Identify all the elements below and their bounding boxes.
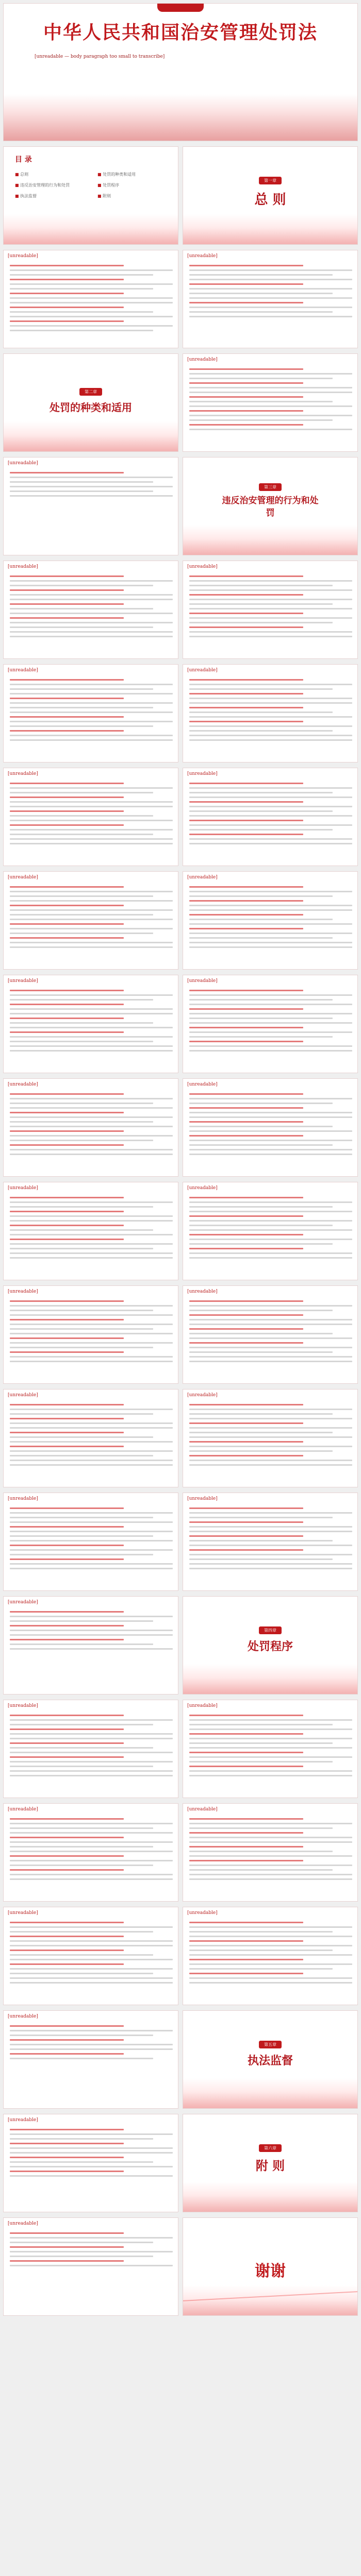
section-label: [unreadable] — [8, 1082, 38, 1087]
section-label: [unreadable] — [187, 1185, 218, 1191]
cover-slide — [3, 3, 358, 141]
chapter-title: 附 则 — [255, 2158, 285, 2173]
decor-band — [4, 214, 178, 244]
toc-item[interactable]: ■ 总则 — [15, 172, 87, 177]
content-slide — [3, 1182, 178, 1280]
content-slide: [unreadable] — [3, 2114, 178, 2212]
chapter-title: 处罚程序 — [247, 1640, 293, 1653]
section-label: [unreadable] — [8, 1393, 38, 1398]
content-slide — [183, 768, 358, 866]
text-lines — [189, 676, 352, 757]
section-label: [unreadable] — [187, 1082, 218, 1087]
text-lines — [189, 572, 352, 653]
chapter1-title-slide — [183, 146, 358, 245]
content-slide — [183, 871, 358, 970]
text-lines — [189, 1815, 352, 1896]
chapter3-title-slide — [183, 457, 358, 555]
content-slide: [unreadable] — [3, 457, 178, 555]
intro-paragraph: [unreadable — body paragraph too small to transcribe] — [35, 54, 165, 59]
chapter-tag: 第六章 — [259, 2144, 282, 2152]
section-label: [unreadable] — [187, 978, 218, 984]
content-slide — [183, 1078, 358, 1177]
content-slide — [183, 1285, 358, 1384]
text-lines — [10, 779, 173, 860]
content-slide — [3, 664, 178, 762]
content-slide — [183, 1182, 358, 1280]
text-lines — [189, 1919, 352, 1999]
content-slide — [183, 1907, 358, 2005]
text-lines — [10, 987, 173, 1067]
text-lines — [10, 1194, 173, 1275]
content-slide: [unreadable] — [3, 1596, 178, 1694]
section-label: [unreadable] — [187, 564, 218, 569]
content-slide — [183, 1700, 358, 1798]
section-label: [unreadable] — [8, 564, 38, 569]
text-lines — [189, 883, 352, 964]
toc-list — [15, 172, 170, 199]
content-slide — [183, 1493, 358, 1591]
toc-item[interactable]: ■ 处罚的种类和适用 — [97, 172, 170, 177]
text-lines — [189, 987, 352, 1067]
content-slide — [183, 975, 358, 1073]
content-slide: [unreadable] — [183, 353, 358, 452]
section-label: [unreadable] — [8, 1289, 38, 1294]
content-slide — [3, 1389, 178, 1487]
content-slide — [183, 1803, 358, 1902]
section-label: [unreadable] — [8, 1703, 38, 1708]
text-lines — [10, 262, 173, 343]
text-lines — [10, 1815, 173, 1896]
section-label: [unreadable] — [187, 668, 218, 673]
text-lines — [189, 1194, 352, 1275]
content-slide — [3, 1078, 178, 1177]
section-label: [unreadable] — [8, 1910, 38, 1916]
chapter2-title-slide — [3, 353, 178, 452]
section-label: [unreadable] — [8, 1185, 38, 1191]
thanks-slide — [183, 2217, 358, 2316]
section-label: [unreadable] — [8, 668, 38, 673]
top-ribbon — [157, 4, 204, 12]
content-slide — [3, 1803, 178, 1902]
toc-slide — [3, 146, 178, 245]
chapter6-title-slide — [183, 2114, 358, 2212]
toc-item[interactable]: ■ 违反治安管理的行为和处罚 — [15, 182, 87, 188]
text-lines — [10, 676, 173, 757]
text-lines — [10, 1297, 173, 1378]
decor-band — [183, 214, 357, 244]
section-label: [unreadable] — [187, 771, 218, 776]
thanks-text: 谢谢 — [255, 2262, 286, 2280]
chapter-title: 总 则 — [254, 192, 286, 208]
chapter-title: 执法监督 — [247, 2054, 293, 2067]
text-lines — [189, 1711, 352, 1792]
chapter-title: 违反治安管理的行为和处罚 — [222, 496, 319, 518]
chapter4-title-slide — [183, 1596, 358, 1694]
content-slide — [183, 1389, 358, 1487]
section-label: [unreadable] — [8, 875, 38, 880]
document-title: 中华人民共和国治安管理处罚法 — [43, 22, 318, 43]
section-label: [unreadable] — [187, 1496, 218, 1501]
toc-item[interactable]: ■ 执法监督 — [15, 193, 87, 199]
chapter5-title-slide — [183, 2010, 358, 2109]
text-lines — [189, 1504, 352, 1585]
section-label: [unreadable] — [187, 875, 218, 880]
text-lines — [10, 1401, 173, 1482]
content-grid — [0, 561, 361, 1591]
text-lines — [10, 572, 173, 653]
text-lines — [189, 779, 352, 860]
text-lines — [10, 1090, 173, 1171]
content-slide — [3, 1285, 178, 1384]
section-label: [unreadable] — [187, 253, 218, 259]
text-lines — [10, 883, 173, 964]
text-lines — [189, 1297, 352, 1378]
content-slide — [3, 1493, 178, 1591]
toc-heading: 目 录 — [15, 156, 32, 164]
content-grid — [0, 1700, 361, 2005]
chapter-tag: 第四章 — [259, 1626, 282, 1634]
chapter-title: 处罚的种类和适用 — [50, 401, 132, 414]
toc-item[interactable]: ■ 附则 — [97, 193, 170, 199]
text-lines — [189, 1401, 352, 1482]
content-slide — [3, 871, 178, 970]
content-slide — [3, 1907, 178, 2005]
chapter-tag: 第一章 — [259, 177, 282, 184]
text-lines — [189, 1090, 352, 1171]
toc-item[interactable]: ■ 处罚程序 — [97, 182, 170, 188]
content-slide — [183, 561, 358, 659]
content-slide — [3, 250, 178, 348]
content-slide: [unreadable] — [3, 2010, 178, 2109]
section-label: [unreadable] — [187, 1703, 218, 1708]
content-slide: [unreadable] — [3, 2217, 178, 2316]
section-label: [unreadable] — [8, 978, 38, 984]
chapter-tag: 第二章 — [79, 388, 102, 396]
section-label: [unreadable] — [187, 1910, 218, 1916]
section-label: [unreadable] — [8, 771, 38, 776]
content-slide — [3, 561, 178, 659]
content-slide — [3, 1700, 178, 1798]
text-lines — [10, 1504, 173, 1585]
chapter-tag: 第五章 — [259, 2041, 282, 2048]
cityscape-banner — [4, 94, 357, 141]
section-label: [unreadable] — [8, 1496, 38, 1501]
section-label: [unreadable] — [8, 253, 38, 259]
chapter-tag: 第三章 — [259, 483, 282, 491]
content-slide — [3, 768, 178, 866]
text-lines — [10, 1711, 173, 1792]
text-lines — [10, 1919, 173, 1999]
content-slide — [183, 664, 358, 762]
section-label: [unreadable] — [187, 1289, 218, 1294]
content-slide — [183, 250, 358, 348]
section-label: [unreadable] — [187, 1807, 218, 1812]
section-label: [unreadable] — [8, 1807, 38, 1812]
content-slide — [3, 975, 178, 1073]
section-label: [unreadable] — [187, 1393, 218, 1398]
